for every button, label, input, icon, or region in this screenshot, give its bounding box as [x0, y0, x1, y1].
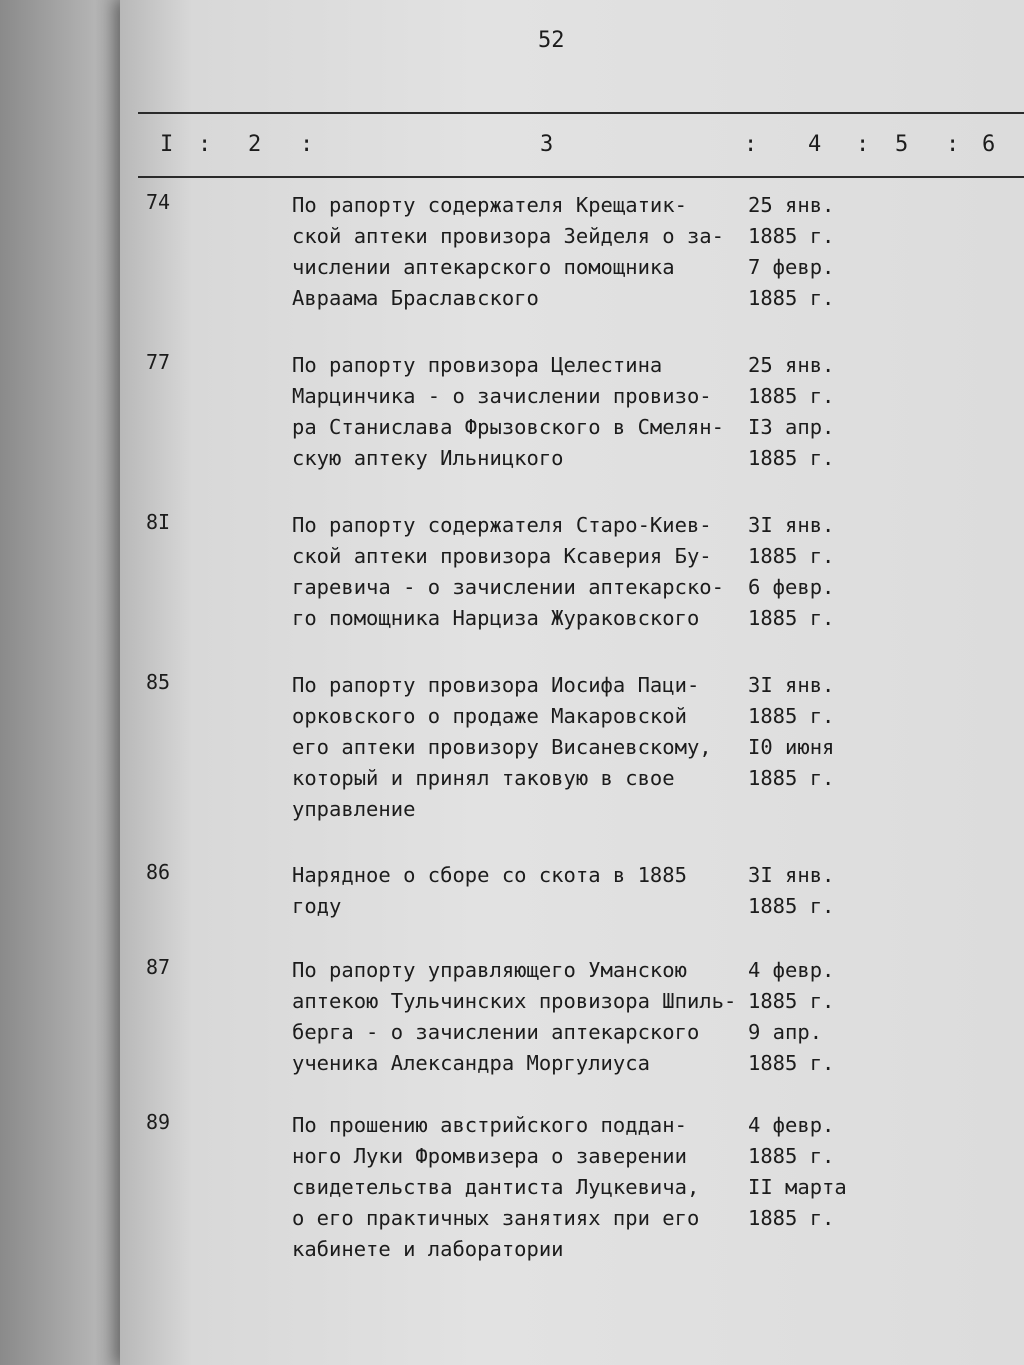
entry-dates — [748, 510, 858, 634]
entry-description-line: свидетельства дантиста Луцкевича, — [292, 1175, 700, 1199]
entry-description-line: его аптеки провизору Висаневскому, — [292, 735, 712, 759]
entry-dates — [748, 1110, 858, 1234]
entry-number: 86 — [146, 860, 171, 884]
entry-date-line: 1885 г. — [748, 286, 835, 310]
header-bottom-rule — [138, 176, 1024, 178]
entry-description — [292, 510, 742, 634]
entry-date-line: 1885 г. — [748, 224, 835, 248]
entry-description-line: скую аптеку Ильницкого — [292, 446, 564, 470]
column-separator: : — [198, 132, 212, 157]
entry-description-line: Авраама Браславского — [292, 286, 539, 310]
column-header-3: 3 — [540, 132, 554, 157]
entry-date-line: 1885 г. — [748, 989, 835, 1013]
entry-date-line: 9 апр. — [748, 1020, 823, 1044]
entry-number: 74 — [146, 190, 171, 214]
entry-description-line: ра Станислава Фрызовского в Смелян- — [292, 415, 724, 439]
entry-dates — [748, 350, 858, 474]
column-header-6: 6 — [982, 132, 996, 157]
column-separator: : — [300, 132, 314, 157]
entry-description-line: По рапорту содержателя Старо-Киев- — [292, 513, 712, 537]
entry-description-line: берга - о зачислении аптекарского — [292, 1020, 700, 1044]
column-header-4: 4 — [808, 132, 822, 157]
entry-description-line: числении аптекарского помощника — [292, 255, 675, 279]
entry-description-line: ской аптеки провизора Зейделя о за- — [292, 224, 724, 248]
entry-number: 77 — [146, 350, 171, 374]
entry-description — [292, 190, 742, 314]
column-header-5: 5 — [895, 132, 909, 157]
entry-date-line: 1885 г. — [748, 766, 835, 790]
entry-date-line: 1885 г. — [748, 544, 835, 568]
entry-description — [292, 670, 742, 825]
entry-date-line: 1885 г. — [748, 446, 835, 470]
entry-description-line: По рапорту содержателя Крещатик- — [292, 193, 687, 217]
entry-date-line: 1885 г. — [748, 1206, 835, 1230]
entry-description-line: ученика Александра Моргулиуса — [292, 1051, 650, 1075]
column-separator: : — [744, 132, 758, 157]
entry-date-line: I3 апр. — [748, 415, 835, 439]
entry-description-line: кабинете и лаборатории — [292, 1237, 564, 1261]
entry-date-line: 3I янв. — [748, 513, 835, 537]
entry-dates — [748, 190, 858, 314]
entry-date-line: 6 февр. — [748, 575, 835, 599]
entry-date-line: I0 июня — [748, 735, 835, 759]
entry-dates — [748, 860, 858, 922]
entry-description-line: ного Луки Фромвизера о заверении — [292, 1144, 687, 1168]
entry-date-line: 4 февр. — [748, 1113, 835, 1137]
entry-description-line: гаревича - о зачислении аптекарско- — [292, 575, 724, 599]
entry-description-line: По рапорту управляющего Уманскою — [292, 958, 687, 982]
entry-date-line: II марта — [748, 1175, 847, 1199]
entry-number: 89 — [146, 1110, 171, 1134]
entry-description-line: о его практичных занятиях при его — [292, 1206, 700, 1230]
header-top-rule — [138, 112, 1024, 114]
entry-number: 87 — [146, 955, 171, 979]
entry-description-line: году — [292, 894, 342, 918]
entry-date-line: 1885 г. — [748, 1144, 835, 1168]
entry-date-line: 1885 г. — [748, 606, 835, 630]
page-number: 52 — [538, 28, 565, 53]
entry-description-line: Нарядное о сборе со скота в 1885 — [292, 863, 687, 887]
column-header-1: I — [160, 132, 174, 157]
entry-description-line: ской аптеки провизора Ксаверия Бу- — [292, 544, 712, 568]
column-separator: : — [946, 132, 960, 157]
entry-description-line: аптекою Тульчинских провизора Шпиль- — [292, 989, 737, 1013]
entry-number: 8I — [146, 510, 171, 534]
entry-date-line: 4 февр. — [748, 958, 835, 982]
entry-date-line: 1885 г. — [748, 1051, 835, 1075]
entry-description — [292, 860, 742, 922]
entry-date-line: 1885 г. — [748, 894, 835, 918]
entry-description-line: орковского о продаже Макаровской — [292, 704, 687, 728]
entry-date-line: 1885 г. — [748, 704, 835, 728]
entry-description — [292, 955, 742, 1079]
entry-date-line: 1885 г. — [748, 384, 835, 408]
entry-description-line: Марцинчика - о зачислении провизо- — [292, 384, 712, 408]
entry-description-line: По рапорту провизора Целестина — [292, 353, 663, 377]
entry-description-line: который и принял таковую в свое — [292, 766, 675, 790]
entry-description-line: По прошению австрийского поддан- — [292, 1113, 687, 1137]
entry-dates — [748, 955, 858, 1079]
entry-date-line: 25 янв. — [748, 193, 835, 217]
entry-date-line: 3I янв. — [748, 673, 835, 697]
entry-description-line: По рапорту провизора Иосифа Паци- — [292, 673, 700, 697]
column-separator: : — [856, 132, 870, 157]
facing-page-edge — [0, 0, 135, 1365]
entry-description-line: го помощника Нарциза Жураковского — [292, 606, 700, 630]
entry-description — [292, 350, 742, 474]
entry-date-line: 25 янв. — [748, 353, 835, 377]
entry-description — [292, 1110, 742, 1265]
entry-dates — [748, 670, 858, 794]
entry-description-line: управление — [292, 797, 416, 821]
entry-date-line: 3I янв. — [748, 863, 835, 887]
entry-number: 85 — [146, 670, 171, 694]
column-header-2: 2 — [248, 132, 262, 157]
entry-date-line: 7 февр. — [748, 255, 835, 279]
